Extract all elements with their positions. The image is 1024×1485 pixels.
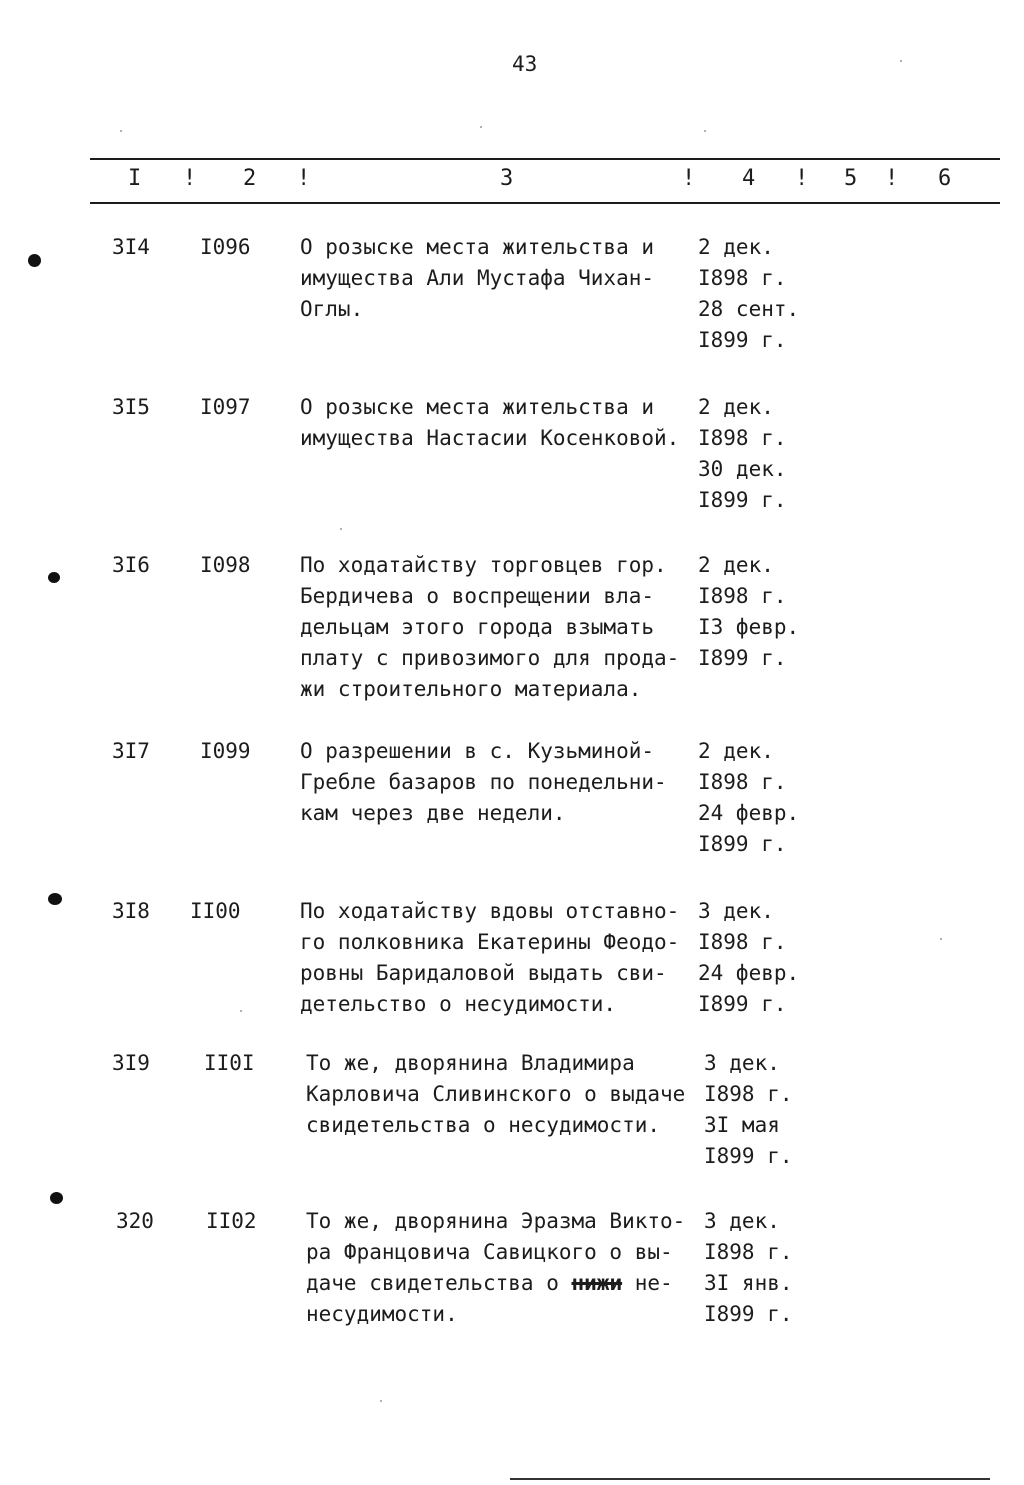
file-number: I099 <box>200 739 251 763</box>
punch-hole-mark <box>50 1192 63 1204</box>
record-number: 3I9 <box>112 1051 150 1075</box>
title-line: По ходатайству вдовы отставно- <box>300 899 680 923</box>
title-line: Оглы. <box>300 297 364 321</box>
record-title <box>306 1206 685 1330</box>
scan-speck <box>900 60 902 62</box>
scan-speck <box>480 126 482 128</box>
scan-speck <box>704 130 706 132</box>
title-line: По ходатайству торговцев гор. <box>300 553 667 577</box>
start-year: I898 г. <box>698 770 787 794</box>
record-number: 3I5 <box>112 395 150 419</box>
record-title <box>300 392 679 454</box>
end-date: 3I янв. <box>704 1271 793 1295</box>
record-number: 3I8 <box>112 899 150 923</box>
title-fragment: не- <box>622 1271 673 1295</box>
title-line: детельство о несудимости. <box>300 992 617 1016</box>
title-line: кам через две недели. <box>300 801 566 825</box>
title-line: Бердичева о воспрещении вла- <box>300 584 655 608</box>
scan-speck <box>380 1400 382 1402</box>
title-fragment: даче свидетельства о <box>306 1271 572 1295</box>
end-date: 3I мая <box>704 1113 780 1137</box>
page-number: 43 <box>512 52 538 76</box>
record-dates <box>704 1206 793 1330</box>
title-line: Гребле базаров по понедельни- <box>300 770 667 794</box>
title-line: ровны Баридаловой выдать сви- <box>300 961 667 985</box>
record-dates <box>704 1048 793 1172</box>
title-line: О розыске места жительства и <box>300 395 655 419</box>
end-date: 24 февр. <box>698 801 800 825</box>
punch-hole-mark <box>48 572 60 583</box>
end-date: 28 сент. <box>698 297 800 321</box>
header-separator: ! <box>297 166 311 191</box>
end-year: I899 г. <box>698 832 787 856</box>
title-line: ра Францовича Савицкого о вы- <box>306 1240 673 1264</box>
header-col-2: 2 <box>243 166 257 191</box>
table-top-rule <box>90 158 1000 160</box>
end-date: I3 февр. <box>698 615 800 639</box>
start-year: I898 г. <box>704 1240 793 1264</box>
record-dates <box>698 896 799 1020</box>
title-line: дельцам этого города взымать <box>300 615 655 639</box>
header-col-5: 5 <box>844 166 858 191</box>
title-line <box>306 1268 685 1299</box>
end-year: I899 г. <box>704 1302 793 1326</box>
header-separator: ! <box>183 166 197 191</box>
start-date: 3 дек. <box>704 1051 780 1075</box>
record-number: 3I7 <box>112 739 150 763</box>
file-number: I097 <box>200 395 251 419</box>
record-dates <box>698 232 799 356</box>
start-date: 3 дек. <box>698 899 774 923</box>
end-year: I899 г. <box>698 992 787 1016</box>
record-dates <box>698 392 787 516</box>
record-title <box>306 1048 685 1141</box>
file-number: I096 <box>200 235 251 259</box>
record-title <box>300 232 654 325</box>
record-number: 3I6 <box>112 553 150 577</box>
title-line: имущества Али Мустафа Чихан- <box>300 266 655 290</box>
file-number: II0I <box>204 1051 255 1075</box>
header-separator: ! <box>795 166 809 191</box>
record-dates <box>698 736 799 860</box>
record-number: 3I4 <box>112 235 150 259</box>
start-date: 2 дек. <box>698 395 774 419</box>
file-number: II00 <box>190 899 241 923</box>
start-year: I898 г. <box>698 266 787 290</box>
title-line: То же, дворянина Владимира <box>306 1051 635 1075</box>
table-header <box>0 166 1024 196</box>
title-line: О розыске места жительства и <box>300 235 655 259</box>
record-title <box>300 736 667 829</box>
end-year: I899 г. <box>698 328 787 352</box>
scan-speck <box>120 130 122 132</box>
header-separator: ! <box>885 166 899 191</box>
title-line: То же, дворянина Эразма Викто- <box>306 1209 686 1233</box>
end-date: 30 дек. <box>698 457 787 481</box>
start-year: I898 г. <box>698 930 787 954</box>
end-date: 24 февр. <box>698 961 800 985</box>
title-line: Карловича Сливинского о выдаче <box>306 1082 686 1106</box>
header-separator: ! <box>682 166 696 191</box>
file-number: I098 <box>200 553 251 577</box>
title-line: го полковника Екатерины Феодо- <box>300 930 680 954</box>
start-year: I898 г. <box>704 1082 793 1106</box>
header-col-3: 3 <box>500 166 514 191</box>
scan-speck <box>340 528 342 530</box>
punch-hole-mark <box>28 254 41 267</box>
record-title <box>300 896 679 1020</box>
title-line: жи строительного материала. <box>300 677 642 701</box>
record-dates <box>698 550 799 674</box>
scan-speck <box>240 1010 242 1012</box>
start-date: 2 дек. <box>698 553 774 577</box>
start-date: 2 дек. <box>698 235 774 259</box>
record-title <box>300 550 679 705</box>
record-number: 320 <box>116 1209 154 1233</box>
punch-hole-mark <box>48 893 62 905</box>
end-year: I899 г. <box>698 646 787 670</box>
header-col-6: 6 <box>938 166 952 191</box>
title-line: несудимости. <box>306 1302 458 1326</box>
struck-out-word: нижи <box>571 1271 623 1295</box>
file-number: II02 <box>206 1209 257 1233</box>
header-col-4: 4 <box>742 166 756 191</box>
end-year: I899 г. <box>704 1144 793 1168</box>
start-date: 2 дек. <box>698 739 774 763</box>
start-year: I898 г. <box>698 584 787 608</box>
title-line: свидетельства о несудимости. <box>306 1113 661 1137</box>
end-year: I899 г. <box>698 488 787 512</box>
page-bottom-edge <box>510 1478 990 1480</box>
title-line: плату с привозимого для прода- <box>300 646 680 670</box>
title-line: О разрешении в с. Кузьминой- <box>300 739 655 763</box>
start-date: 3 дек. <box>704 1209 780 1233</box>
title-line: имущества Настасии Косенковой. <box>300 426 680 450</box>
header-col-1: I <box>128 166 142 191</box>
table-header-rule <box>90 202 1000 204</box>
scan-speck <box>940 938 942 940</box>
start-year: I898 г. <box>698 426 787 450</box>
